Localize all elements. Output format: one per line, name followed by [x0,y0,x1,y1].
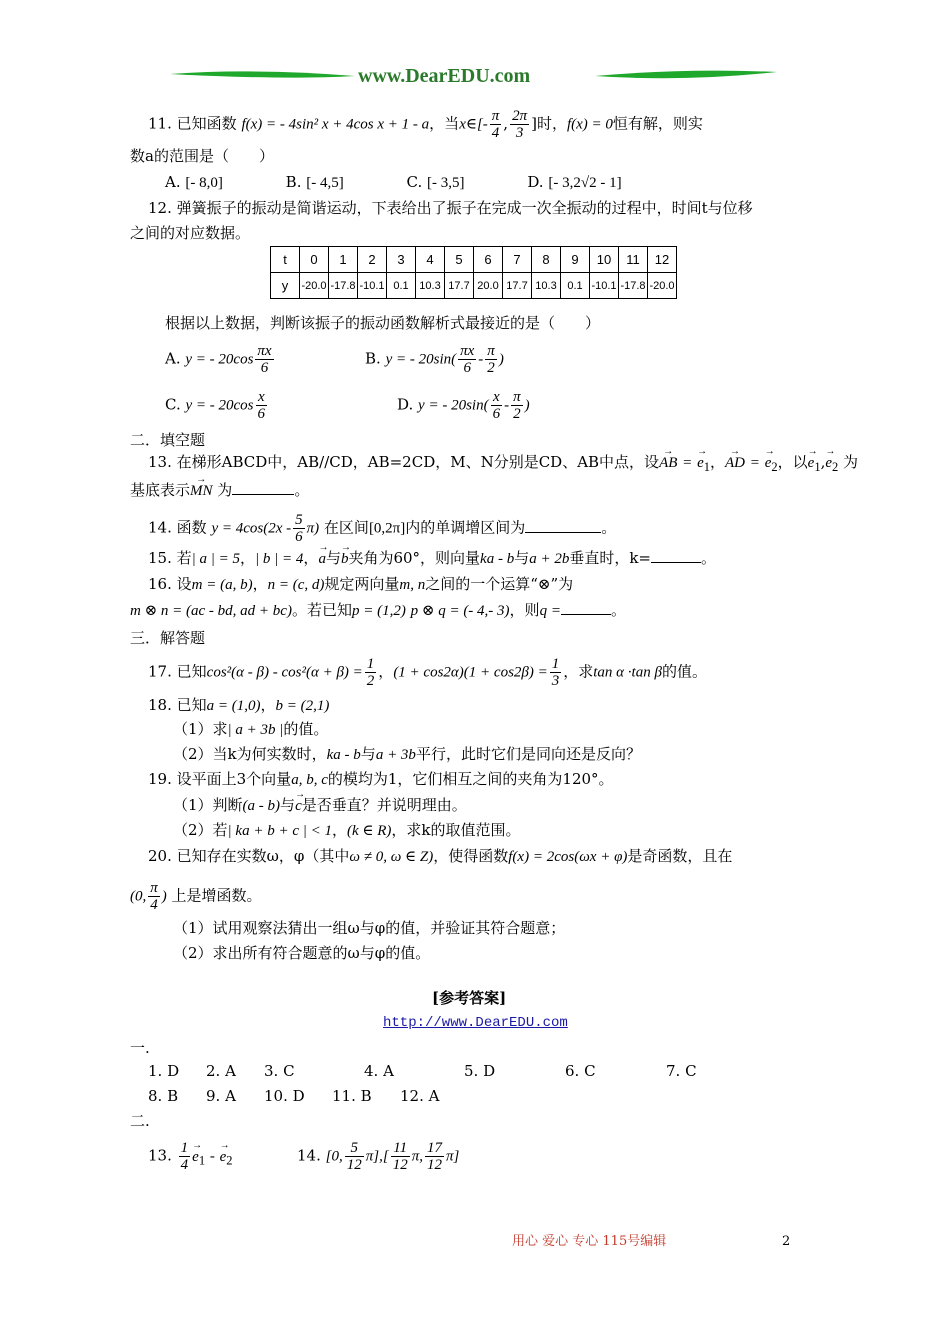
q12-line1: 12. 弹簧振子的振动是简谐运动，下表给出了振子在完成一次全振动的过程中，时间t与位移 [148,199,753,217]
y-cell: -10.1 [358,273,387,299]
t-header: t [271,247,300,273]
answer-item: 7. C [666,1062,697,1080]
table-row-y [271,273,677,299]
q20-part2: （2）求出所有符合题意的ω与φ的值。 [173,944,431,962]
q13-line2: 基底表示→ MN 为 。 [130,480,309,501]
table-row-t [271,247,677,273]
header-site[interactable]: www.DearEDU.com [358,65,531,87]
t-cell: 12 [648,247,677,273]
y-cell: 17.7 [445,273,474,299]
q11-line2: 数a的范围是（ ） [130,147,274,165]
answer-item: 2. A [206,1062,236,1080]
q11-line1: 11. 已知函数 f(x) = - 4sin² x + 4cos x + 1 - a，当x∈[- $\frac{\pi}{4}$ , $\frac{2\pi}{3}$ ]时，f(x) = 0恒有解，则实 [148,108,703,141]
answer-item: 6. C [565,1062,596,1080]
answer-13: 13. $\frac{1}{4}$ → $e_1$ - → $e_2$ [148,1140,233,1173]
answer-item: 9. A [206,1087,236,1105]
t-cell: 9 [561,247,590,273]
t-cell: 11 [619,247,648,273]
y-cell: 0.1 [387,273,416,299]
q16-line1: 16. 设m = (a, b)，n = (c, d)规定两向量m, n之间的一个运算“⊗”为 [148,575,574,593]
q16-answer-blank[interactable] [561,600,611,615]
footer-text: 用心 爱心 专心 115号编辑 [512,1234,667,1249]
section-solutions: 三．解答题 [130,629,206,647]
q16-line2: m ⊗ n = (ac - bd, ad + bc)。若已知p = (1,2) p ⊗ q = (- 4,- 3)，则q = 。 [130,601,626,619]
q12-option-b: B. y = - 20sin( $\frac{\pi x}{6}$ - $\frac{\pi}{2}$ ) [365,343,504,376]
q12-option-a: A. y = - 20cos $\frac{\pi x}{6}$ [165,343,272,376]
q14: 14. 函数 y = 4cos(2x - $\frac{5}{6}$ π) 在区间[0,2π]内的单调增区间为 。 [148,512,617,545]
t-cell: 5 [445,247,474,273]
q20-line1: 20. 已知存在实数ω，φ（其中ω ≠ 0, ω ∈ Z)，使得函数f(x) = 2cos(ωx + φ)是奇函数，且在 [148,847,733,865]
t-cell: 4 [416,247,445,273]
answer-14: 14. [0, $\frac{5}{12}$ π],[ $\frac{11}{12}$ π, $\frac{17}{12}$ π] [297,1140,460,1173]
q17: 17. 已知cos²(α - β) - cos²(α + β) = $\frac{1}{2}$ ，(1 + cos2α)(1 + cos2β) = $\frac{1}{3}$ ，求tan α ·tan β的值。 [148,656,707,689]
answer-item: 5. D [464,1062,496,1080]
q12-option-d: D. y = - 20sin( $\frac{x}{6}$ - $\frac{\pi}{2}$ ) [397,389,530,422]
answer-item: 10. D [264,1087,305,1105]
header-swoosh-left [170,71,355,77]
t-cell: 7 [503,247,532,273]
y-cell: -20.0 [300,273,329,299]
q18-part1: （1）求| a + 3b |的值。 [173,720,329,738]
y-cell: 10.3 [416,273,445,299]
q15-answer-blank[interactable] [651,548,701,563]
page-number: 2 [782,1234,791,1249]
q15: 15. 若| a | = 5，| b | = 4，→ a与→ b夹角为60°，则向量ka - b与a + 2b垂直时，k= 。 [148,548,716,569]
q19-part2: （2）若| ka + b + c | < 1，(k ∈ R)，求k的取值范围。 [173,821,521,839]
t-cell: 10 [590,247,619,273]
answer-item: 3. C [264,1062,295,1080]
q18-line1: 18. 已知a = (1,0)，b = (2,1) [148,696,330,714]
answer-item: 8. B [148,1087,179,1105]
q18-part2: （2）当k为何实数时，ka - b与a + 3b平行，此时它们是同向还是反向？ [173,745,641,763]
header-swoosh-right [595,71,777,79]
q19-part1: （1）判断(a - b)与→ c是否垂直？并说明理由。 [173,795,467,816]
q14-answer-blank[interactable] [525,518,601,533]
answer-item: 1. D [148,1062,180,1080]
q20-part1: （1）试用观察法猜出一组ω与φ的值，并验证其符合题意； [173,919,566,937]
t-cell: 0 [300,247,329,273]
answers-title: [参考答案] [432,989,507,1007]
q12-ask: 根据以上数据，判断该振子的振动函数解析式最接近的是（ ） [165,314,601,332]
y-cell: 17.7 [503,273,532,299]
t-cell: 1 [329,247,358,273]
q12-table [270,246,677,299]
t-cell: 3 [387,247,416,273]
q13-line1: 13. 在梯形ABCD中，AB//CD，AB=2CD，M、N分别是CD、AB中点，设→ AB = → $e_1$，→ AD = → $e_2$，以→ $e_1,\to e_2$ 为 [148,452,858,477]
section-fill-in: 二．填空题 [130,431,206,449]
q19-line1: 19. 设平面上3个向量a, b, c的模均为1，它们相互之间的夹角为120°。 [148,770,614,788]
y-header: y [271,273,300,299]
answers-section-2: 二. [130,1112,150,1130]
t-cell: 8 [532,247,561,273]
answers-link[interactable]: http://www.DearEDU.com [383,1015,568,1031]
q11-options: A. [- 8,0] B. [- 4,5] C. [- 3,5] D. [- 3,2√2 - 1] [165,173,622,191]
answers-row-2 [148,1086,439,1106]
y-cell: -17.8 [329,273,358,299]
y-cell: 10.3 [532,273,561,299]
q12-line2: 之间的对应数据。 [130,224,251,242]
y-cell: -17.8 [619,273,648,299]
y-cell: 20.0 [474,273,503,299]
q20-line2: (0, $\frac{\pi}{4}$ ) 上是增函数。 [130,880,262,913]
answer-item: 11. B [332,1087,372,1105]
q12-option-c: C. y = - 20cos $\frac{x}{6}$ [165,389,266,422]
answers-row-1 [148,1061,697,1081]
t-cell: 6 [474,247,503,273]
y-cell: 0.1 [561,273,590,299]
y-cell: -10.1 [590,273,619,299]
answers-section-1: 一. [130,1039,150,1057]
t-cell: 2 [358,247,387,273]
y-cell: -20.0 [648,273,677,299]
answer-item: 12. A [400,1087,440,1105]
q13-answer-blank[interactable] [232,480,294,495]
answer-item: 4. A [364,1062,394,1080]
